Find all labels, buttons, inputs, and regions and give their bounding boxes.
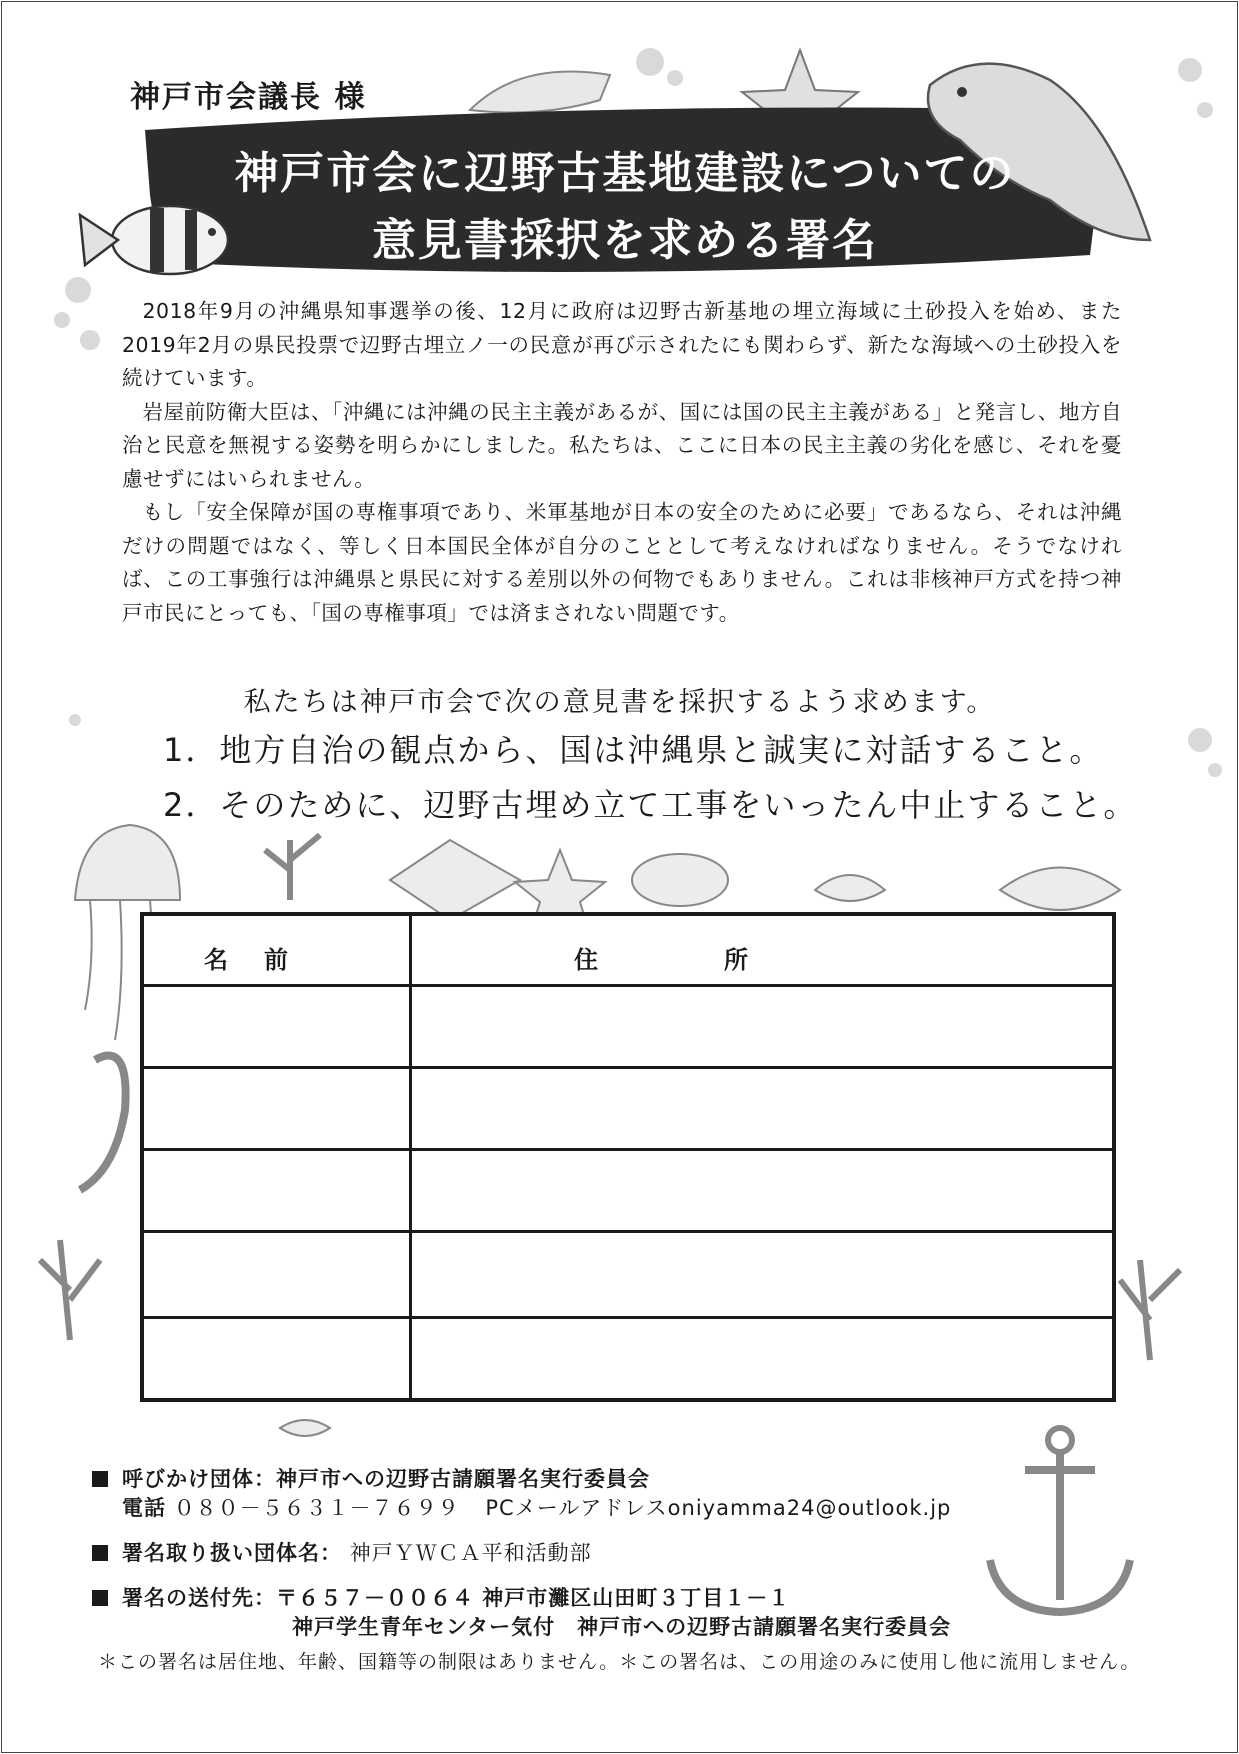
sea-turtle-icon [1000, 868, 1120, 911]
phone-number: ０８０－５６３１－７６９９ [173, 1496, 460, 1520]
header-name: 名 前 [204, 946, 294, 974]
jellyfish-icon [75, 825, 180, 900]
row-rule [144, 1066, 1112, 1069]
handler-label: 署名取り扱い団体名： [122, 1541, 342, 1565]
seashell-icon [470, 72, 610, 113]
send-row [92, 1584, 1192, 1642]
row-rule [144, 1316, 1112, 1319]
coral-icon [265, 835, 320, 900]
angelfish-icon [390, 840, 520, 920]
header-address: 住 所 [574, 946, 754, 974]
seahorse-icon [80, 1056, 126, 1190]
send-label: 署名の送付先： [122, 1586, 276, 1610]
intro-paragraph-2: 岩屋前防衛大臣は、「沖縄には沖縄の民主主義があるが、国には国の民主主義がある」と発言し、地方自治と民意を無視する姿勢を明らかにしました。私たちは、ここに日本の民主主義の劣化を感じ、それを憂慮せずにはいられません。 [122, 399, 1122, 491]
organizer-row [92, 1465, 1192, 1523]
request-item-1: 1．地方自治の観点から、国は沖縄県と誠実に対話すること。 [163, 731, 1104, 769]
signature-table [140, 912, 1116, 1402]
coral-right-icon [1120, 1260, 1180, 1360]
row-rule [144, 1230, 1112, 1233]
organizer-label: 呼びかけ団体： [122, 1467, 276, 1491]
fish-small-icon [280, 1420, 330, 1436]
request-item-2: 2．そのために、辺野古埋め立て工事をいったん中止すること。 [163, 786, 1138, 824]
row-rule [144, 1148, 1112, 1151]
bullet-icon [92, 1590, 108, 1606]
title-line-2: 意見書採択を求める署名 [372, 215, 878, 266]
header-rule [144, 984, 1112, 987]
send-address: 〒６５７－００６４ 神戸市灘区山田町３丁目１－１ [276, 1586, 791, 1610]
footer-info [92, 1465, 1192, 1658]
organizer-name: 神戸市への辺野古請願署名実行委員会 [276, 1467, 650, 1491]
intro-paragraph-1: 2018年9月の沖縄県知事選挙の後、12月に政府は辺野古新基地の埋立海域に土砂投入を始め、また2019年2月の県民投票で辺野古埋立ノ一の民意が再び示されたにも関わらず、新たな海域への土砂投入を続けています。 [122, 299, 1122, 390]
title-line-1: 神戸市会に辺野古基地建設についての [234, 148, 1016, 199]
handler-row [92, 1539, 1192, 1568]
coral-left-icon [40, 1240, 100, 1340]
fish-icon [632, 854, 728, 906]
handler-name: 神戸ＹＷＣＡ平和活動部 [349, 1541, 592, 1565]
phone-label: 電話 [122, 1496, 166, 1520]
intro-paragraph-3: もし「安全保障が国の専権事項であり、米軍基地が日本の安全のために必要」であるなら、それは沖縄だけの問題ではなく、等しく日本国民全体が自分のこととして考えなければなりません。そうでなければ、この工事強行は沖縄県と県民に対する差別以外の何物でもありません。これは非核神戸方式を持つ神戸市民にとっても、「国の専権事項」では済まされない問題です。 [122, 500, 1122, 625]
addressee: 神戸市会議長 様 [130, 80, 367, 115]
bullet-icon [92, 1471, 108, 1487]
intro-text [122, 295, 1122, 630]
email-address: oniyamma24@outlook.jp [667, 1496, 952, 1520]
request-lead: 私たちは神戸市会で次の意見書を採択するよう求めます。 [243, 687, 996, 718]
crab-icon [815, 875, 885, 901]
send-care-of: 神戸学生青年センター気付 神戸市への辺野古請願署名実行委員会 [292, 1615, 952, 1639]
usage-note: ＊この署名は居住地、年齢、国籍等の制限はありません。＊この署名は、この用途のみに使用し他に流用しません。 [98, 1651, 1141, 1673]
email-label: PCメールアドレス [485, 1496, 668, 1520]
bullet-icon [92, 1545, 108, 1561]
column-divider [409, 916, 412, 1398]
